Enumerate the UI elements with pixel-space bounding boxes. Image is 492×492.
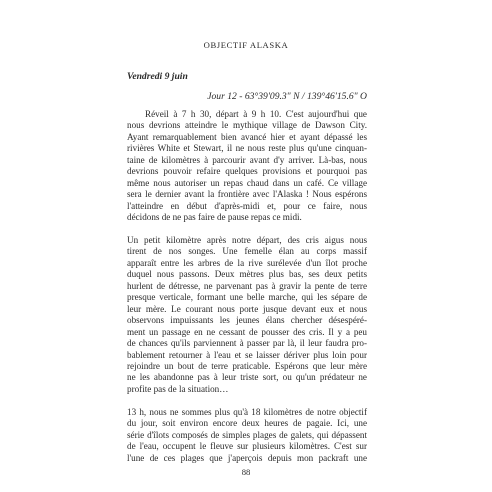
text-line: Ayant remarquablement bien avancé hier et ayant dépassé les (127, 131, 367, 142)
text-line: rivières White et Stewart, il ne nous reste plus qu'une cinquan- (127, 143, 367, 154)
paragraph (127, 109, 367, 224)
text-line: du jour, soit environ encore deux heures de pagaie. Ici, une (127, 418, 367, 429)
position-line: Jour 12 - 63°39'09.3" N / 139°46'15.6" O (207, 91, 367, 102)
text-line: tirent de nos songes. Une femelle élan au corps massif (127, 246, 367, 257)
paragraph-gap (127, 224, 367, 236)
text-line: l'atteindre en début d'après-midi et, pour ce faire, nous (127, 200, 367, 211)
paragraph (127, 407, 367, 464)
text-line: ne les abandonne pas à leur triste sort, ou qu'un prédateur ne (127, 372, 367, 383)
text-line: Un petit kilomètre après notre départ, des cris aigus nous (127, 235, 367, 246)
running-head: OBJECTIF ALASKA (203, 40, 289, 50)
text-line: série d'îlots composés de simples plages de galets, qui dépassent (127, 429, 367, 440)
text-line: apparaît entre les arbres de la rive surélevée d'un îlot proche (127, 257, 367, 268)
text-line: de l'eau, occupent le fleuve sur plusieurs kilomètres. C'est sur (127, 441, 367, 452)
text-line: devrions pouvoir refaire quelques provisions et pourquoi pas (127, 166, 367, 177)
text-line: ment un passage en ne cessant de pousser des cris. Il y a peu (127, 326, 367, 337)
text-line: bablement retourner à l'eau et se laisser dériver plus loin pour (127, 349, 367, 360)
text-line: taine de kilomètres à parcourir avant d'y arriver. Là-bas, nous (127, 154, 367, 165)
text-line: sera le dernier avant la frontière avec l'Alaska ! Nous espérons (127, 189, 367, 200)
text-line: l'une de ces plages que j'aperçois depuis mon packraft une (127, 452, 367, 463)
text-line: hurlent de détresse, ne parvenant pas à gravir la pente de terre (127, 280, 367, 291)
body-text (127, 109, 367, 464)
page-number: 88 (241, 467, 251, 477)
text-line: leur mère. Le courant nous porte jusque devant eux et nous (127, 303, 367, 314)
text-line: même nous autoriser un repas chaud dans un café. Ce village (127, 177, 367, 188)
paragraph (127, 235, 367, 395)
text-line: presque verticale, formant une belle marche, qui les sépare de (127, 292, 367, 303)
text-line: duquel nous passons. Deux mètres plus bas, ses deux petits (127, 269, 367, 280)
text-line: Réveil à 7 h 30, départ à 9 h 10. C'est aujourd'hui que (145, 109, 367, 119)
date-heading: Vendredi 9 juin (127, 71, 188, 82)
text-line: de chances qu'ils parviennent à passer par là, il leur faudra pro- (127, 338, 367, 349)
paragraph-gap (127, 395, 367, 407)
text-line: observons impuissants les jeunes élans chercher désespéré- (127, 315, 367, 326)
text-line: rejoindre un bout de terre praticable. Espérons que leur mère (127, 361, 367, 372)
text-line: nous devrions atteindre le mythique village de Dawson City. (127, 120, 367, 131)
text-line: profite pas de la situation… (127, 383, 229, 394)
text-line: décidons de ne pas faire de pause repas ce midi. (127, 212, 302, 223)
text-line: 13 h, nous ne sommes plus qu'à 18 kilomètres de notre objectif (127, 406, 367, 417)
